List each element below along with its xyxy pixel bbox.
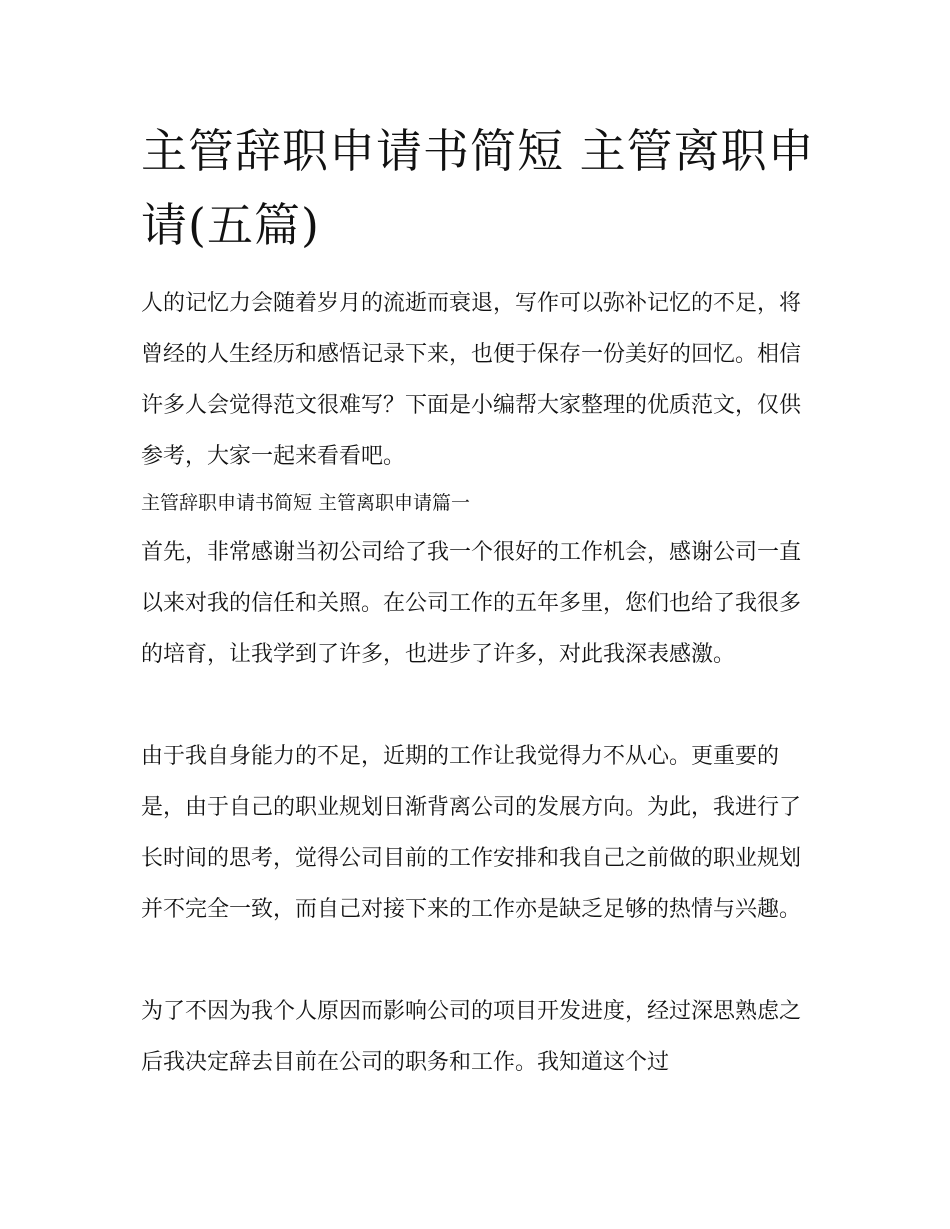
document-title: 主管辞职申请书简短 主管离职申请(五篇) — [141, 124, 815, 252]
intro-paragraph: 人的记忆力会随着岁月的流逝而衰退，写作可以弥补记忆的不足，将曾经的人生经历和感悟记录下来，也便于保存一份美好的回忆。相信许多人会觉得范文很难写？下面是小编帮大家整理的优质范文，仅供参考，大家一起来看看吧。 — [141, 291, 802, 469]
body-paragraph-1: 首先，非常感谢当初公司给了我一个很好的工作机会，感谢公司一直以来对我的信任和关照。在公司工作的五年多里，您们也给了我很多的培育，让我学到了许多，也进步了许多，对此我深表感激。 — [141, 540, 802, 667]
body-paragraph-2: 由于我自身能力的不足，近期的工作让我觉得力不从心。更重要的是，由于自己的职业规划日渐背离公司的发展方向。为此，我进行了长时间的思考，觉得公司目前的工作安排和我自己之前做的职业规划并不完全一致，而自己对接下来的工作亦是缺乏足够的热情与兴趣。 — [141, 744, 802, 922]
section-heading: 主管辞职申请书简短 主管离职申请篇一 — [141, 492, 471, 514]
body-paragraph-3: 为了不因为我个人原因而影响公司的项目开发进度，经过深思熟虑之后我决定辞去目前在公司的职务和工作。我知道这个过 — [141, 999, 802, 1075]
